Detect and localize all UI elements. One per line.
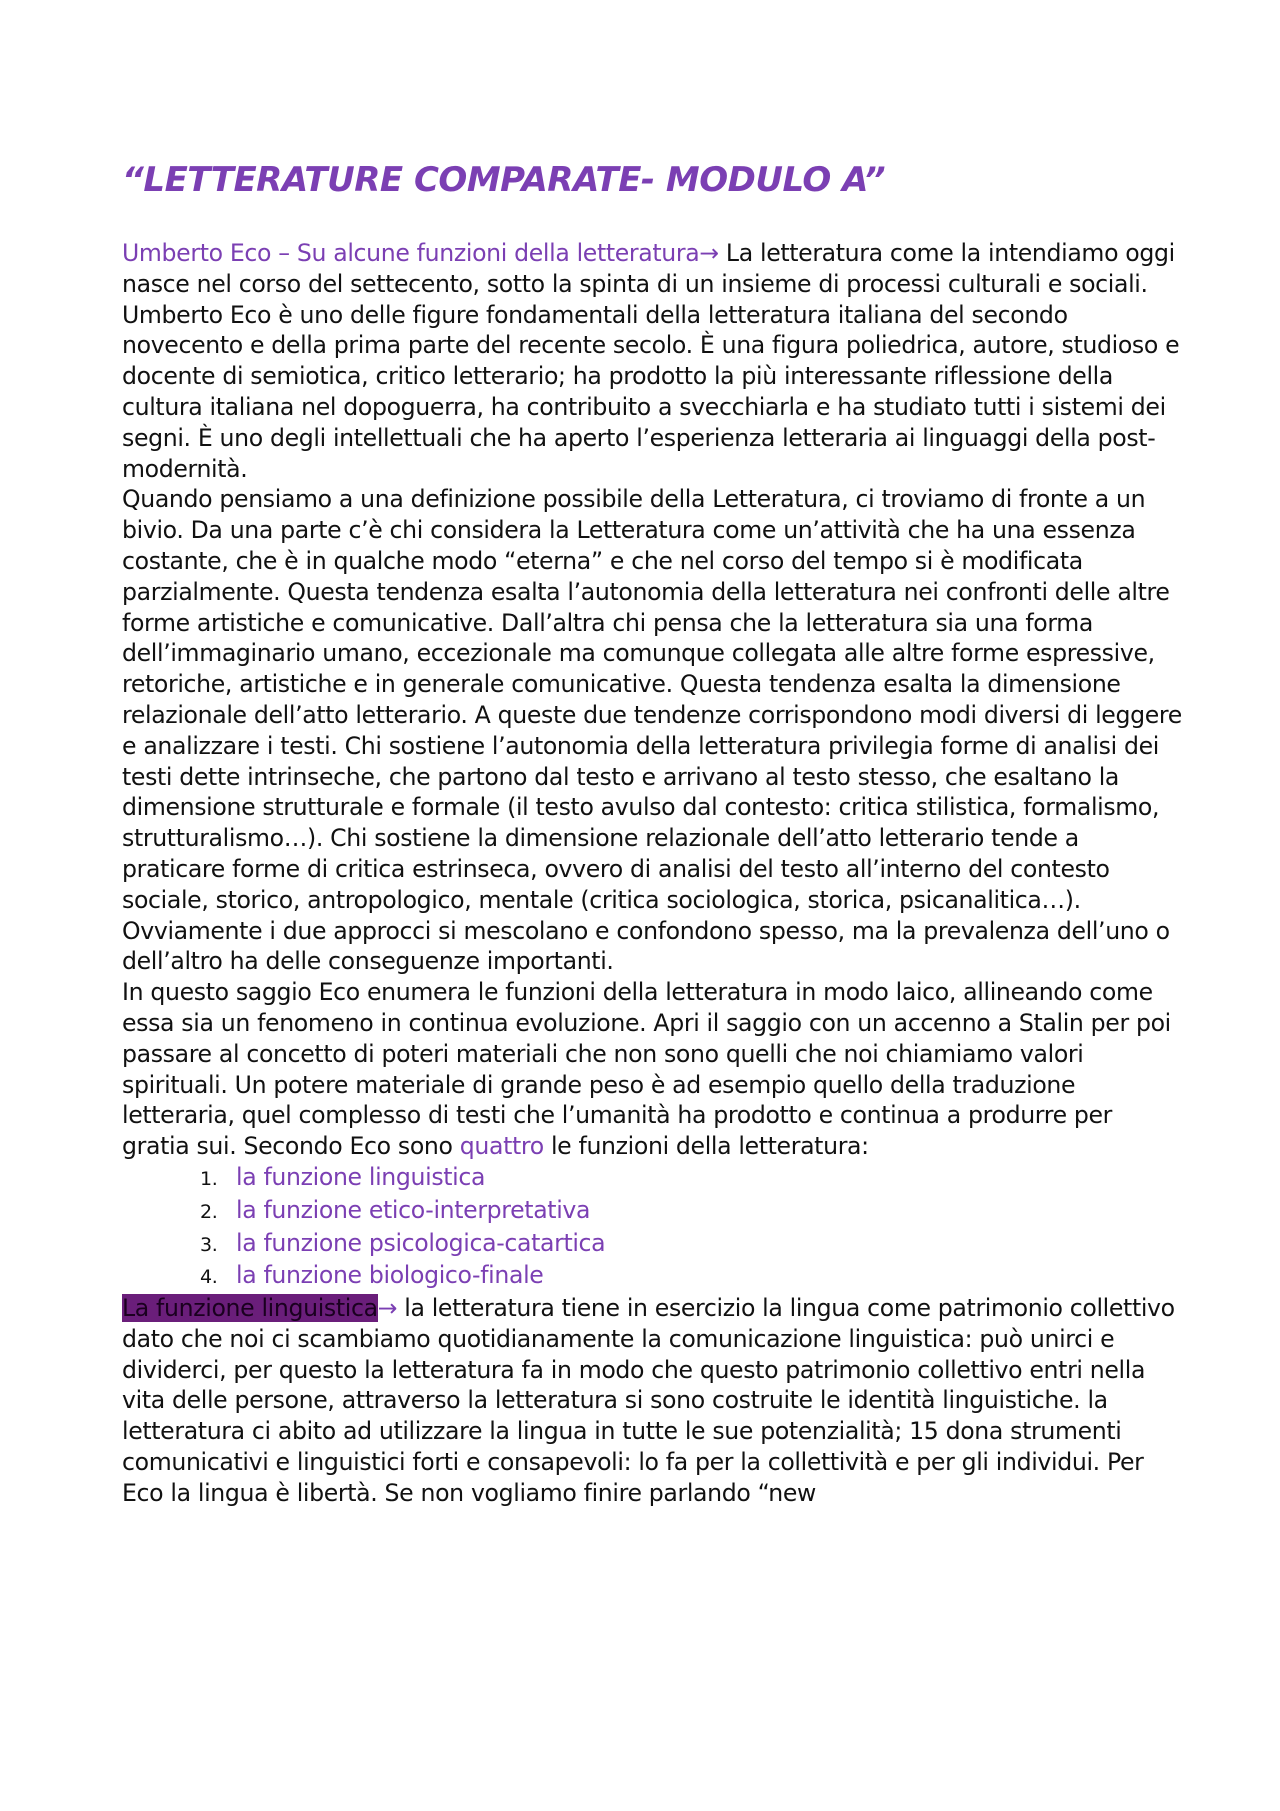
section-heading-linguistica: La funzione linguistica: [122, 1294, 378, 1323]
list-item-number: 1.: [200, 1167, 218, 1190]
list-item-label: la funzione linguistica: [236, 1162, 486, 1191]
document-page: [122, 160, 1182, 1509]
paragraph-saggio: [122, 977, 1182, 1162]
paragraph-saggio-text: In questo saggio Eco enumera le funzioni della letteratura in modo laico, allineando come essa sia un fenomeno in continua evoluzione. Apri il saggio con un accenno a Stalin per poi passare al concetto di poteri materiali che non sono quelli che noi chiamiamo valori spirituali. Un potere materiale di grande peso è ad esempio quello della traduzione letteraria, quel complesso di testi che l’umanità ha prodotto e continua a produrre per gratia sui. Secondo Eco sono: [122, 978, 1171, 1161]
functions-list: [122, 1162, 1182, 1293]
paragraph-eco-text: La letteratura come la intendiamo oggi nasce nel corso del settecento, sotto la spinta di un insieme di processi culturali e sociali. Umberto Eco è uno delle figure fondamentali della letteratura italiana del secondo novecento e della prima parte del recente secolo. È una figura poliedrica, autore, studioso e docente di semiotica, critico letterario; ha prodotto la più interessante riflessione della cultura italiana nel dopoguerra, ha contribuito a svecchiarla e ha studiato tutti i sistemi dei segni. È uno degli intellettuali che ha aperto l’esperienza letteraria ai linguaggi della post-modernità.: [122, 239, 1180, 483]
paragraph-definizione: Quando pensiamo a una definizione possibile della Letteratura, ci troviamo di fronte a un bivio. Da una parte c’è chi considera la Letteratura come un’attività che ha una essenza costante, che è in qualche modo “eterna” e che nel corso del tempo si è modificata parzialmente. Questa tendenza esalta l’autonomia della letteratura nei confronti delle altre forme artistiche e comunicative. Dall’altra chi pensa che la letteratura sia una forma dell’immaginario umano, eccezionale ma comunque collegata alle altre forme espressive, retoriche, artistiche e in generale comunicative. Questa tendenza esalta la dimensione relazionale dell’atto letterario. A queste due tendenze corrispondono modi diversi di leggere e analizzare i testi. Chi sostiene l’autonomia della letteratura privilegia forme di analisi dei testi dette intrinseche, che partono dal testo e arrivano al testo stesso, che esaltano la dimensione strutturale e formale (il testo avulso dal contesto: critica stilistica, formalismo, strutturalismo…). Chi sostiene la dimensione relazionale dell’atto letterario tende a praticare forme di critica estrinseca, ovvero di analisi del testo all’interno del contesto sociale, storico, antropologico, mentale (critica sociologica, storica, psicanalitica…). Ovviamente i due approcci si mescolano e confondono spesso, ma la prevalenza dell’uno o dell’altro ha delle conseguenze importanti.: [122, 485, 1182, 976]
paragraph-eco-intro: [122, 238, 1182, 484]
paragraph-linguistica-text: la letteratura tiene in esercizio la lingua come patrimonio collettivo dato che noi ci scambiamo quotidianamente la comunicazione linguistica: può unirci e dividerci, per questo la letteratura fa in modo che questo patrimonio collettivo entri nella vita delle persone, attraverso la letteratura si sono costruite le identità linguistiche. la letteratura ci abito ad utilizzare la lingua in tutte le sue potenzialità; 15 dona strumenti comunicativi e linguistici forti e consapevoli: lo fa per la collettività e per gli individui. Per Eco la lingua è libertà. Se non vogliamo finire parlando “new: [122, 1294, 1175, 1507]
section-heading-eco: Umberto Eco – Su alcune funzioni della letteratura: [122, 239, 700, 267]
list-item: [200, 1162, 1182, 1195]
list-item-label: la funzione biologico-finale: [236, 1261, 544, 1290]
arrow-right-icon: →: [377, 1294, 398, 1323]
list-item: [200, 1195, 1182, 1228]
keyword-quattro: quattro: [459, 1132, 544, 1161]
list-item-number: 4.: [200, 1266, 218, 1289]
list-item: [200, 1260, 1182, 1293]
list-item-label: la funzione etico-interpretativa: [236, 1195, 591, 1224]
list-item: [200, 1228, 1182, 1261]
arrow-right-icon: →: [699, 239, 719, 267]
paragraph-saggio-end: le funzioni della letteratura:: [543, 1132, 869, 1161]
paragraph-funzione-linguistica: [122, 1293, 1182, 1509]
list-item-number: 3.: [200, 1233, 218, 1256]
document-title: “LETTERATURE COMPARATE- MODULO A”: [122, 160, 886, 200]
list-item-label: la funzione psicologica-catartica: [236, 1228, 606, 1257]
list-item-number: 2.: [200, 1200, 218, 1223]
